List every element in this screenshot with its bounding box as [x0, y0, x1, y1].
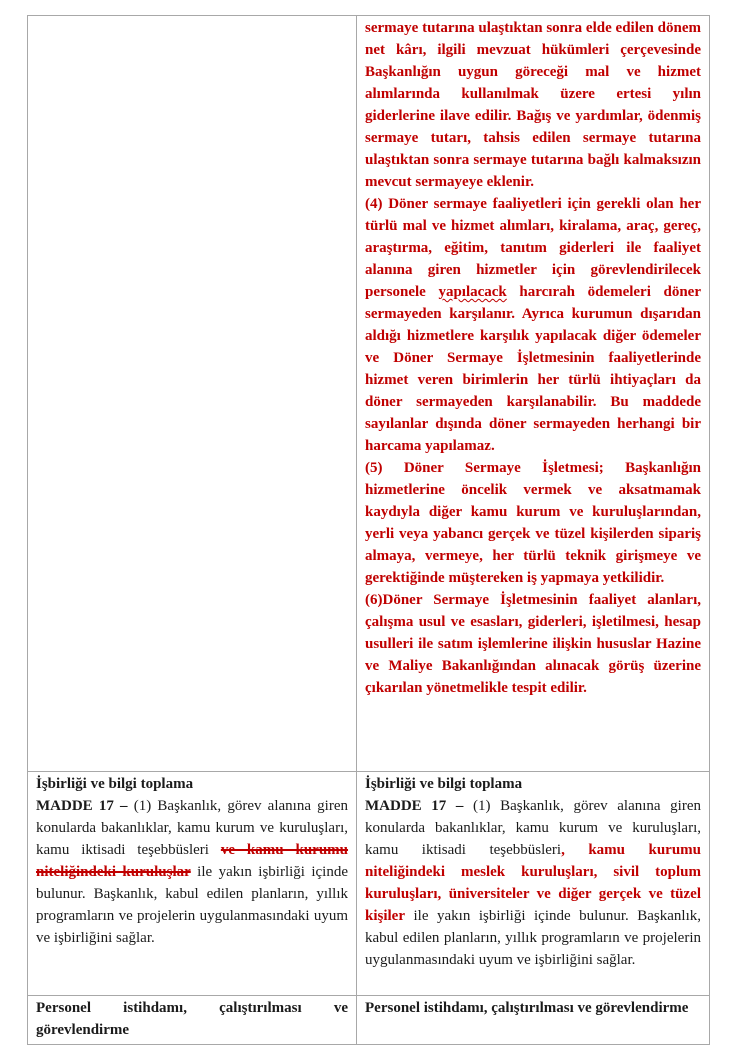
paragraph: [365, 589, 701, 699]
body-text: ile yakın işbirliği içinde bulunur. Başkanlık, kabul edilen planların, yıllık programların ve projelerin uygulanmasındaki uyum ve işbirliğini sağlar.: [36, 864, 349, 946]
section-heading: Personel istihdamı, çalıştırılması ve görevlendirme: [365, 1000, 689, 1016]
body-text: (1) Başkanlık, görev alanına giren konularda bakanlıklar, kamu kurum ve kuruluşları, kamu iktisadi teşebbüsleri: [36, 798, 348, 858]
madde-label: MADDE 17 –: [365, 798, 474, 814]
cell-old-personel: [28, 996, 357, 1045]
madde-label: MADDE 17 –: [36, 798, 134, 814]
body-text: (1) Başkanlık, görev alanına giren konularda bakanlıklar, kamu kurum ve kuruluşları, kamu iktisadi teşebbüsleri: [365, 798, 701, 858]
inserted-text: (5) Döner Sermaye İşletmesi; Başkanlığın hizmetlerine öncelik vermek ve aksatmamak kaydıyla diğer kamu kurum ve kuruluşlarından, yerli veya yabancı gerçek ve tüzel kişilerden sipariş almaya, vermeye, her türlü teknik girişmeye ve gerektiğinde müştereken iş yapmaya yetkilidir.: [365, 460, 701, 586]
section-heading: İşbirliği ve bilgi toplama: [36, 776, 194, 792]
table-row: [28, 772, 710, 996]
cell-old-doner-sermaye-empty: [28, 16, 357, 772]
paragraph: [365, 457, 701, 589]
cell-new-doner-sermaye: [357, 16, 710, 772]
paragraph: [36, 773, 348, 795]
paragraph: [365, 773, 701, 795]
inserted-text: harcırah ödemeleri döner sermayeden karşılanır. Ayrıca kurumun dışarıdan aldığı hizmetlere karşılık yapılacak diğer ödemeler ve Döner Sermaye İşletmesinin faaliyetlerinde hizmet veren birimlerin her türlü ihtiyaçları da döner sermayeden karşılanabilir. Bu maddede sayılanlar dışında döner sermayeden herhangi bir harcama yapılamaz.: [365, 284, 701, 454]
table-row: [28, 16, 710, 772]
section-heading: Personel istihdamı, çalıştırılması ve görevlendirme: [36, 1000, 348, 1038]
inserted-text: (4) Döner sermaye faaliyetleri için gerekli olan her türlü mal ve hizmet alımları, kiralama, araç, gereç, araştırma, eğitim, tanıtım giderleri ile faaliyet alanına giren hizmetler için görevlendirilecek personele: [365, 196, 701, 300]
cell-old-isbirligi: [28, 772, 357, 996]
misspelled-word: yapılacack: [438, 284, 507, 300]
paragraph: [365, 795, 701, 971]
inserted-text: , kamu kurumu niteliğindeki meslek kuruluşları, sivil toplum kuruluşları, üniversiteler ve diğer gerçek ve tüzel kişiler: [365, 842, 701, 924]
cell-new-personel: [357, 996, 710, 1045]
inserted-text: (6)Döner Sermaye İşletmesinin faaliyet alanları, çalışma usul ve esasları, giderleri, işletilmesi, hesap usulleri ile satım işlemlerine ilişkin hususlar Hazine ve Maliye Bakanlığından alınacak görüş üzerine çıkarılan yönetmelikle tespit edilir.: [365, 592, 701, 696]
deleted-text: ve kamu kurumu niteliğindeki kuruluşlar: [36, 842, 349, 880]
section-heading: İşbirliği ve bilgi toplama: [365, 776, 523, 792]
body-text: ile yakın işbirliği içinde bulunur. Başkanlık, kabul edilen planların, yıllık programların ve projelerin uygulanmasındaki uyum ve işbirliğini sağlar.: [365, 908, 701, 968]
cell-new-isbirligi: [357, 772, 710, 996]
comparison-table: [27, 15, 710, 1045]
paragraph: [365, 997, 701, 1019]
paragraph: [36, 795, 348, 949]
inserted-text: sermaye tutarına ulaştıktan sonra elde edilen dönem net kârı, ilgili mevzuat hükümleri çerçevesinde Başkanlığın uygun göreceği mal ve hizmet alımlarında kullanılmak üzere ertesi yılın giderlerine ilave edilir. Bağış ve yardımlar, ödenmiş sermaye tutarı, tahsis edilen sermaye tutarına ulaştıktan sonra sermaye tutarına bağlı kalmaksızın mevcut sermayeye eklenir.: [365, 20, 701, 190]
paragraph: [365, 17, 701, 193]
paragraph: [36, 997, 348, 1041]
paragraph: [365, 193, 701, 457]
table-row: [28, 996, 710, 1045]
